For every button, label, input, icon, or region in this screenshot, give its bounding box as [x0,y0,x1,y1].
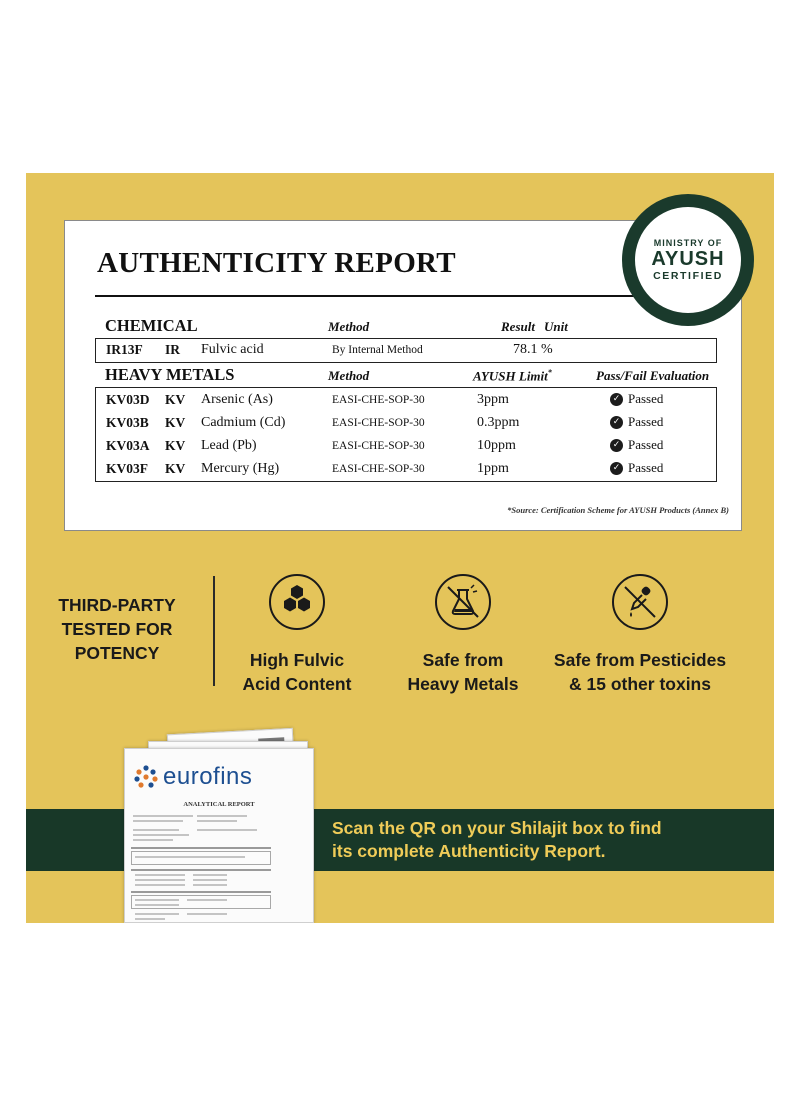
row-name: Lead (Pb) [201,438,257,453]
table-row [96,435,716,458]
seal-line-3: CERTIFIED [653,270,723,282]
limit-mark: * [547,368,552,377]
row-name: Cadmium (Cd) [201,415,286,430]
row-limit: 10ppm [477,438,516,453]
chemical-heading: CHEMICAL [105,316,198,335]
check-icon: ✓ [610,393,623,406]
row-code: KV03F [106,461,148,476]
row-group: KV [165,438,186,453]
feature-heavy-metals [368,574,558,696]
ayush-certified-seal [622,194,754,326]
table-row [96,412,716,435]
dropper-no-icon [612,574,668,630]
row-limit: 3ppm [477,392,509,407]
check-icon: ✓ [610,416,623,429]
feature-fulvic [202,574,392,696]
chemical-unit-label: Unit [544,319,568,334]
chemical-result-label: Result [501,319,535,334]
row-method: EASI-CHE-SOP-30 [332,417,425,429]
row-group: IR [165,342,181,357]
row-code: KV03D [106,392,150,407]
eurofins-wordmark: eurofins [163,763,253,790]
ayush-limit-label: AYUSH Limit* [473,368,552,384]
chemical-method-label: Method [328,319,370,334]
eurofins-report-document [124,748,314,923]
heavy-metals-header [95,363,717,387]
row-status: ✓ Passed [610,460,663,476]
hexagon-molecule-icon [269,574,325,630]
seal-line-1: MINISTRY OF [653,238,723,248]
row-value: 78.1 % [513,342,553,357]
row-limit: 1ppm [477,461,509,476]
row-method: EASI-CHE-SOP-30 [332,463,425,475]
row-group: KV [165,415,186,430]
eurofins-dots-icon [133,764,159,790]
check-icon: ✓ [610,439,623,452]
row-method: EASI-CHE-SOP-30 [332,440,425,452]
row-code: KV03A [106,438,150,453]
eurofins-logo [133,763,252,791]
chemical-table [95,338,717,363]
row-status: ✓ Passed [610,414,663,430]
feature-pesticides [545,574,735,696]
row-code: IR13F [106,342,143,357]
title-divider [95,295,717,297]
table-row [96,339,716,362]
heavy-metals-heading: HEAVY METALS [105,365,235,384]
row-name: Arsenic (As) [201,392,273,407]
check-icon: ✓ [610,462,623,475]
table-row [96,389,716,412]
row-group: KV [165,392,186,407]
row-code: KV03B [106,415,149,430]
chemical-header [95,314,717,338]
seal-inner [635,207,741,313]
table-row [96,458,716,481]
row-method: EASI-CHE-SOP-30 [332,394,425,406]
row-method: By Internal Method [332,344,423,356]
report-title: AUTHENTICITY REPORT [97,247,456,279]
source-note: *Source: Certification Scheme for AYUSH Products (Annex B) [507,505,729,515]
feature-label: High Fulvic Acid Content [242,650,352,694]
row-group: KV [165,461,186,476]
row-limit: 0.3ppm [477,415,520,430]
feature-label: Safe from Pesticides & 15 other toxins [553,650,727,694]
third-party-tested-label: THIRD-PARTY TESTED FOR POTENCY [58,595,176,663]
heavy-metals-method-label: Method [328,368,370,383]
row-status: ✓ Passed [610,391,663,407]
flask-no-icon [435,574,491,630]
authenticity-panel [26,173,774,923]
row-name: Fulvic acid [201,342,264,357]
scan-qr-text: Scan the QR on your Shilajit box to find its complete Authenticity Report. [332,818,662,861]
analytical-report-title: ANALYTICAL REPORT [183,801,255,808]
row-name: Mercury (Hg) [201,461,280,476]
feature-label: Safe from Heavy Metals [407,650,519,694]
seal-line-2: AYUSH [651,248,725,270]
row-status: ✓ Passed [610,437,663,453]
heavy-metals-table [95,387,717,482]
pass-fail-label: Pass/Fail Evaluation [596,368,710,383]
